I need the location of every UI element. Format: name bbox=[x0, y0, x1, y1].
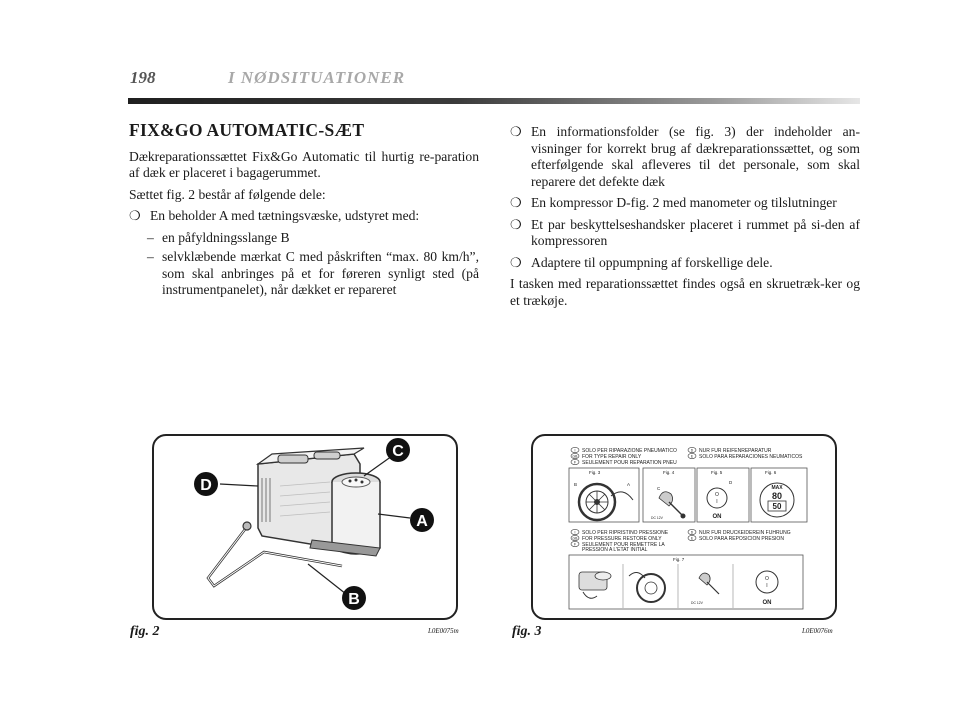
bullet-mark: ❍ bbox=[510, 124, 522, 139]
switch-icon bbox=[707, 488, 727, 508]
switch-off: O bbox=[765, 576, 769, 582]
notice-text: FOR TYPE REPAIR ONLY bbox=[582, 453, 642, 460]
flag-f: F bbox=[573, 460, 577, 465]
flag-d: D bbox=[690, 448, 694, 453]
flag-d: D bbox=[690, 530, 694, 535]
label-d: D bbox=[729, 480, 733, 485]
flag-gb: GB bbox=[572, 536, 578, 541]
figure-3 bbox=[531, 434, 837, 620]
label-c: C bbox=[657, 486, 661, 491]
figure-2 bbox=[152, 434, 458, 620]
figure-3-code: L0E0076m bbox=[802, 627, 833, 635]
notice-text: SOLO PER RIPARAZIONE PNEUMATICO bbox=[582, 447, 677, 454]
label-a: A bbox=[627, 482, 631, 487]
figure-3-caption: fig. 3 bbox=[512, 624, 542, 639]
notice-text: SOLO PER RIPRISTINO PRESSIONE bbox=[582, 529, 669, 536]
list-item-text: Adaptere til oppumpning af forskellige dele. bbox=[531, 254, 773, 270]
list-item bbox=[129, 208, 479, 225]
max-label: MAX bbox=[771, 485, 783, 491]
dash-mark: – bbox=[147, 229, 154, 245]
on-label: ON bbox=[712, 514, 722, 520]
notice-text: SOLO PARA REPARACIONES NEUMATICOS bbox=[699, 453, 803, 460]
notice-text: PRESSION A L'ETAT INITIAL bbox=[582, 547, 648, 554]
bullet-mark: ❍ bbox=[129, 208, 141, 223]
list-item bbox=[510, 195, 860, 212]
sub-list-item bbox=[129, 230, 479, 247]
dash-mark: – bbox=[147, 249, 154, 264]
notice-text: SOLO PARA REPOSICION PRESION bbox=[699, 535, 784, 542]
dc-label: DC 12V bbox=[651, 516, 663, 520]
mini-switch-icon bbox=[756, 571, 778, 593]
intro-paragraph: Dækreparationssættet Fix&Go Automatic til hurtig re-paration af dæk er placeret i bagagerummet. bbox=[129, 148, 479, 180]
switch-on: I bbox=[766, 583, 768, 589]
label-b: B bbox=[348, 591, 360, 608]
label-d: D bbox=[200, 477, 212, 494]
flag-e: E bbox=[690, 454, 694, 459]
article-title: FIX&GO AUTOMATIC-SÆT bbox=[129, 120, 365, 140]
label-b: B bbox=[574, 482, 578, 487]
bullet-mark: ❍ bbox=[510, 216, 522, 232]
fig-4-label: Fig. 4 bbox=[663, 470, 675, 475]
fix-go-kit-illustration bbox=[154, 436, 456, 618]
bullet-mark: ❍ bbox=[510, 254, 522, 270]
dc-label: DC 12V bbox=[691, 601, 703, 605]
flag-gb: GB bbox=[572, 454, 578, 459]
notice-text: FOR PRESSURE RESTORE ONLY bbox=[582, 535, 662, 542]
sub-list-item bbox=[129, 249, 479, 299]
hose-valve-end bbox=[243, 522, 251, 530]
fig-5-label: Fig. 5 bbox=[711, 470, 723, 475]
notice-text: NUR FUR DRUCKEIDEREIN FUHRUNG bbox=[699, 529, 791, 536]
list-item-text: En informationsfolder (se fig. 3) der indeholder an-visninger for korrekt brug af dækreparationssættet, og som efterfølgende skal afleveres til det personale, som skal reparere det defekte dæk bbox=[531, 124, 860, 189]
left-column bbox=[129, 122, 479, 302]
label-c: C bbox=[392, 443, 404, 460]
list-item-text: En kompressor D-fig. 2 med manometer og tilslutninger bbox=[531, 195, 837, 210]
speed-80: 80 bbox=[771, 491, 783, 501]
page-number: 198 bbox=[130, 68, 156, 87]
flag-it: I bbox=[574, 448, 576, 453]
on-label: ON bbox=[762, 600, 772, 606]
notice-text: SEULEMENT POUR REPARATION PNEU bbox=[582, 459, 677, 466]
list-item bbox=[510, 217, 860, 250]
sub-list-item-text: selvklæbende mærkat C med påskriften “max. 80 km/h”, som skal anbringes på et for føreren synligt sted (på instrumentpanelet), når dækket er repareret bbox=[162, 249, 479, 297]
notice-text: SEULEMENT POUR REMETTRE LA bbox=[582, 541, 665, 548]
information-leaflet-illustration bbox=[533, 436, 835, 618]
figure-2-caption: fig. 2 bbox=[130, 624, 160, 639]
flag-e: E bbox=[690, 536, 694, 541]
sub-list-item-text: en påfyldningsslange B bbox=[162, 229, 290, 245]
figure-2-code: L0E0075m bbox=[428, 627, 459, 635]
header-rule bbox=[128, 98, 860, 104]
parts-intro: Sættet fig. 2 består af følgende dele: bbox=[129, 186, 326, 202]
flag-f: F bbox=[573, 542, 577, 547]
flag-it: I bbox=[574, 530, 576, 535]
switch-on: I bbox=[716, 499, 718, 505]
fig-6-label: Fig. 6 bbox=[765, 470, 777, 475]
section-title: I NØDSITUATIONER bbox=[228, 68, 406, 87]
list-item-text: Et par beskyttelseshandsker placeret i rummet på si-den af kompressoren bbox=[531, 216, 860, 248]
fig-7-label: Fig. 7 bbox=[673, 557, 685, 562]
notice-text: NUR FUR REIFENREPARATUR bbox=[699, 447, 772, 454]
list-item-text: En beholder A med tætningsvæske, udstyret med: bbox=[150, 208, 420, 223]
bullet-mark: ❍ bbox=[510, 195, 522, 210]
switch-off: O bbox=[715, 492, 719, 498]
closing-paragraph: I tasken med reparationssættet findes også en skruetræk-ker og et trækøje. bbox=[510, 276, 860, 308]
label-a: A bbox=[416, 513, 428, 530]
fig-3-label: Fig. 3 bbox=[589, 470, 601, 475]
speed-50: 50 bbox=[772, 502, 782, 511]
list-item bbox=[510, 255, 860, 272]
list-item bbox=[510, 124, 860, 190]
right-column bbox=[510, 124, 860, 314]
